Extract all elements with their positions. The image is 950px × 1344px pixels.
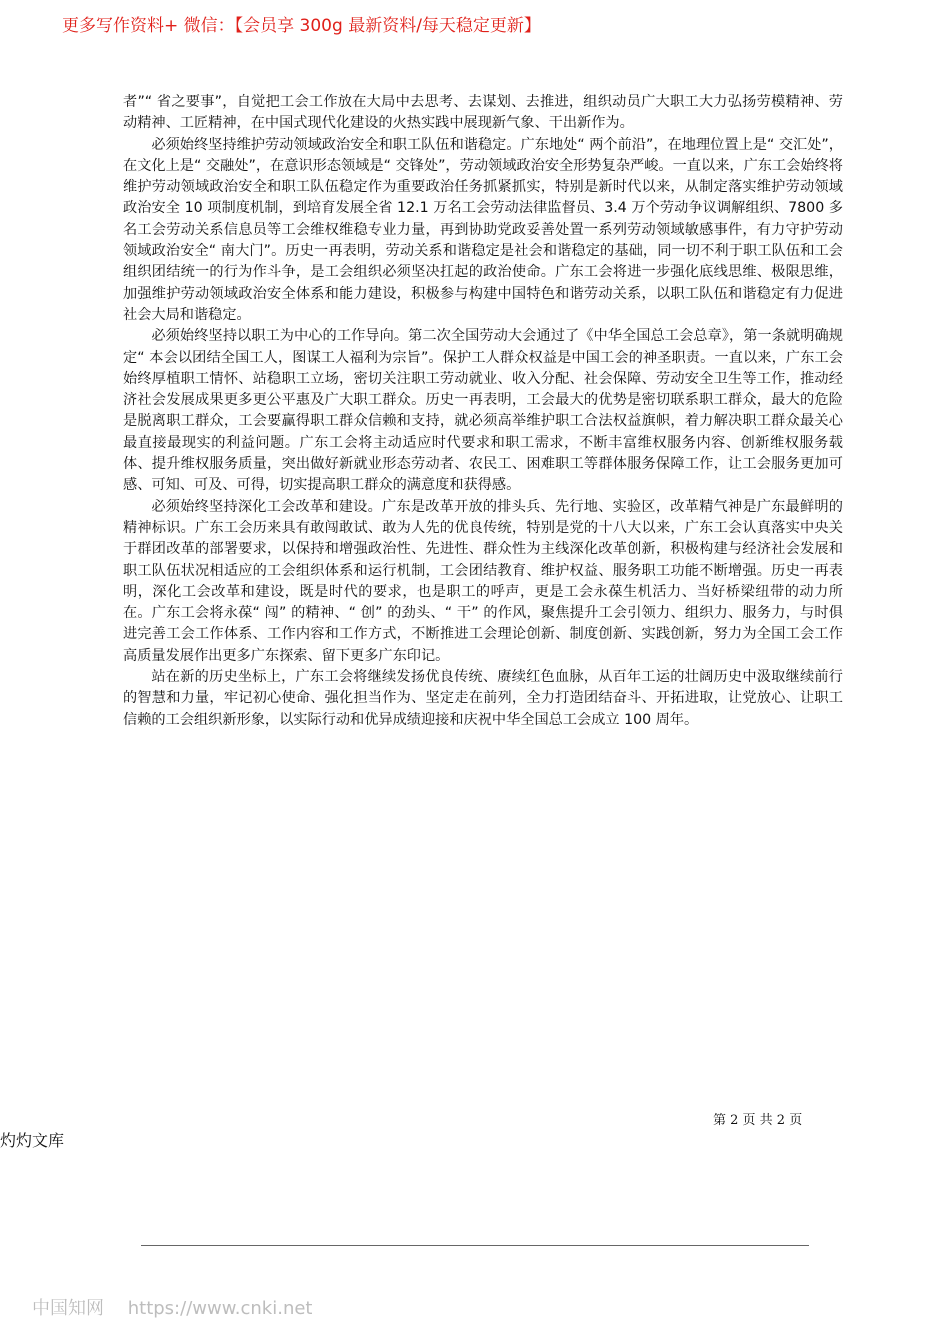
page-number: 第 2 页 共 2 页 (713, 1113, 803, 1128)
library-watermark: 灼灼文库 (0, 1131, 65, 1150)
paragraph: 必须始终坚持以职工为中心的工作导向。第二次全国劳动大会通过了《中华全国总工会总章》，第一条就明确规定“ 本会以团结全国工人，图谋工人福利为宗旨”。保护工人群众权益是中国工会的神圣职责。一直以来，广东工会始终厚植职工情怀、站稳职工立场，密切关注职工劳动就业、收入分配、社会保障、劳动安全卫生等工作，推动经济社会发展成果更多更公平惠及广大职工群众。历史一再表明，工会最大的优势是密切联系职工群众，最大的危险是脱离职工群众，工会要赢得职工群众信赖和支持，就必须高举维护职工合法权益旗帜，着力解决职工群众最关心最直接最现实的利益问题。广东工会将主动适应时代要求和职工需求，不断丰富维权服务内容、创新维权服务载体、提升维权服务质量，突出做好新就业形态劳动者、农民工、困难职工等群体服务保障工作，让工会服务更加可感、可知、可及、可得，切实提高职工群众的满意度和获得感。 (123, 328, 843, 494)
footer-divider (141, 1245, 809, 1246)
paragraph: 必须始终坚持深化工会改革和建设。广东是改革开放的排头兵、先行地、实验区，改革精气神是广东最鲜明的精神标识。广东工会历来具有敢闯敢试、敢为人先的优良传统，特别是党的十八大以来，广东工会认真落实中央关于群团改革的部署要求，以保持和增强政治性、先进性、群众性为主线深化改革创新，积极构建与经济社会发展和职工队伍状况相适应的工会组织体系和运行机制，工会团结教育、维护权益、服务职工功能不断增强。历史一再表明，深化工会改革和建设，既是时代的要求，也是职工的呼声，更是工会永葆生机活力、当好桥梁纽带的动力所在。广东工会将永葆“ 闯” 的精神、“ 创” 的劲头、“ 干” 的作风，聚焦提升工会引领力、组织力、服务力，与时俱进完善工会工作体系、工作内容和工作方式，不断推进工会理论创新、制度创新、实践创新，努力为全国工会工作高质量发展作出更多广东探索、留下更多广东印记。 (123, 498, 843, 664)
footer-branding (32, 1294, 312, 1320)
paragraph: 者”“ 省之要事”，自觉把工会工作放在大局中去思考、去谋划、去推进，组织动员广大职工大力弘扬劳模精神、劳动精神、工匠精神，在中国式现代化建设的火热实践中展现新气象、干出新作为。 (123, 94, 843, 132)
site-name: 中国知网 (32, 1298, 104, 1319)
promo-banner[interactable]: 更多写作资料+ 微信：【会员享 300g 最新资料/每天稳定更新】 (62, 16, 541, 36)
paragraph: 站在新的历史坐标上，广东工会将继续发扬优良传统、赓续红色血脉，从百年工运的壮阔历史中汲取继续前行的智慧和力量，牢记初心使命、强化担当作为、坚定走在前列，全力打造团结奋斗、开拓进取，让党放心、让职工信赖的工会组织新形象，以实际行动和优异成绩迎接和庆祝中华全国总工会成立 100 周年。 (123, 669, 843, 728)
document-body (123, 92, 843, 731)
paragraph: 必须始终坚持维护劳动领域政治安全和职工队伍和谐稳定。广东地处“ 两个前沿”，在地理位置上是“ 交汇处”，在文化上是“ 交融处”，在意识形态领域是“ 交锋处”，劳动领域政治安全形势复杂严峻。一直以来，广东工会始终将维护劳动领域政治安全和职工队伍稳定作为重要政治任务抓紧抓实，特别是新时代以来，从制定落实维护劳动领域政治安全 10 项制度机制，到培育发展全省 12.1 万名工会劳动法律监督员、3.4 万个劳动争议调解组织、7800 多名工会劳动关系信息员等工会维权维稳专业力量，再到协助党政妥善处置一系列劳动领域敏感事件，有力守护劳动领域政治安全“ 南大门”。历史一再表明，劳动关系和谐稳定是社会和谐稳定的基础，同一切不利于职工队伍和工会组织团结统一的行为作斗争，是工会组织必须坚决扛起的政治使命。广东工会将进一步强化底线思维、极限思维，加强维护劳动领域政治安全体系和能力建设，积极参与构建中国特色和谐劳动关系，以职工队伍和谐稳定有力促进社会大局和谐稳定。 (123, 136, 843, 323)
site-url-link[interactable]: https://www.cnki.net (127, 1298, 313, 1319)
